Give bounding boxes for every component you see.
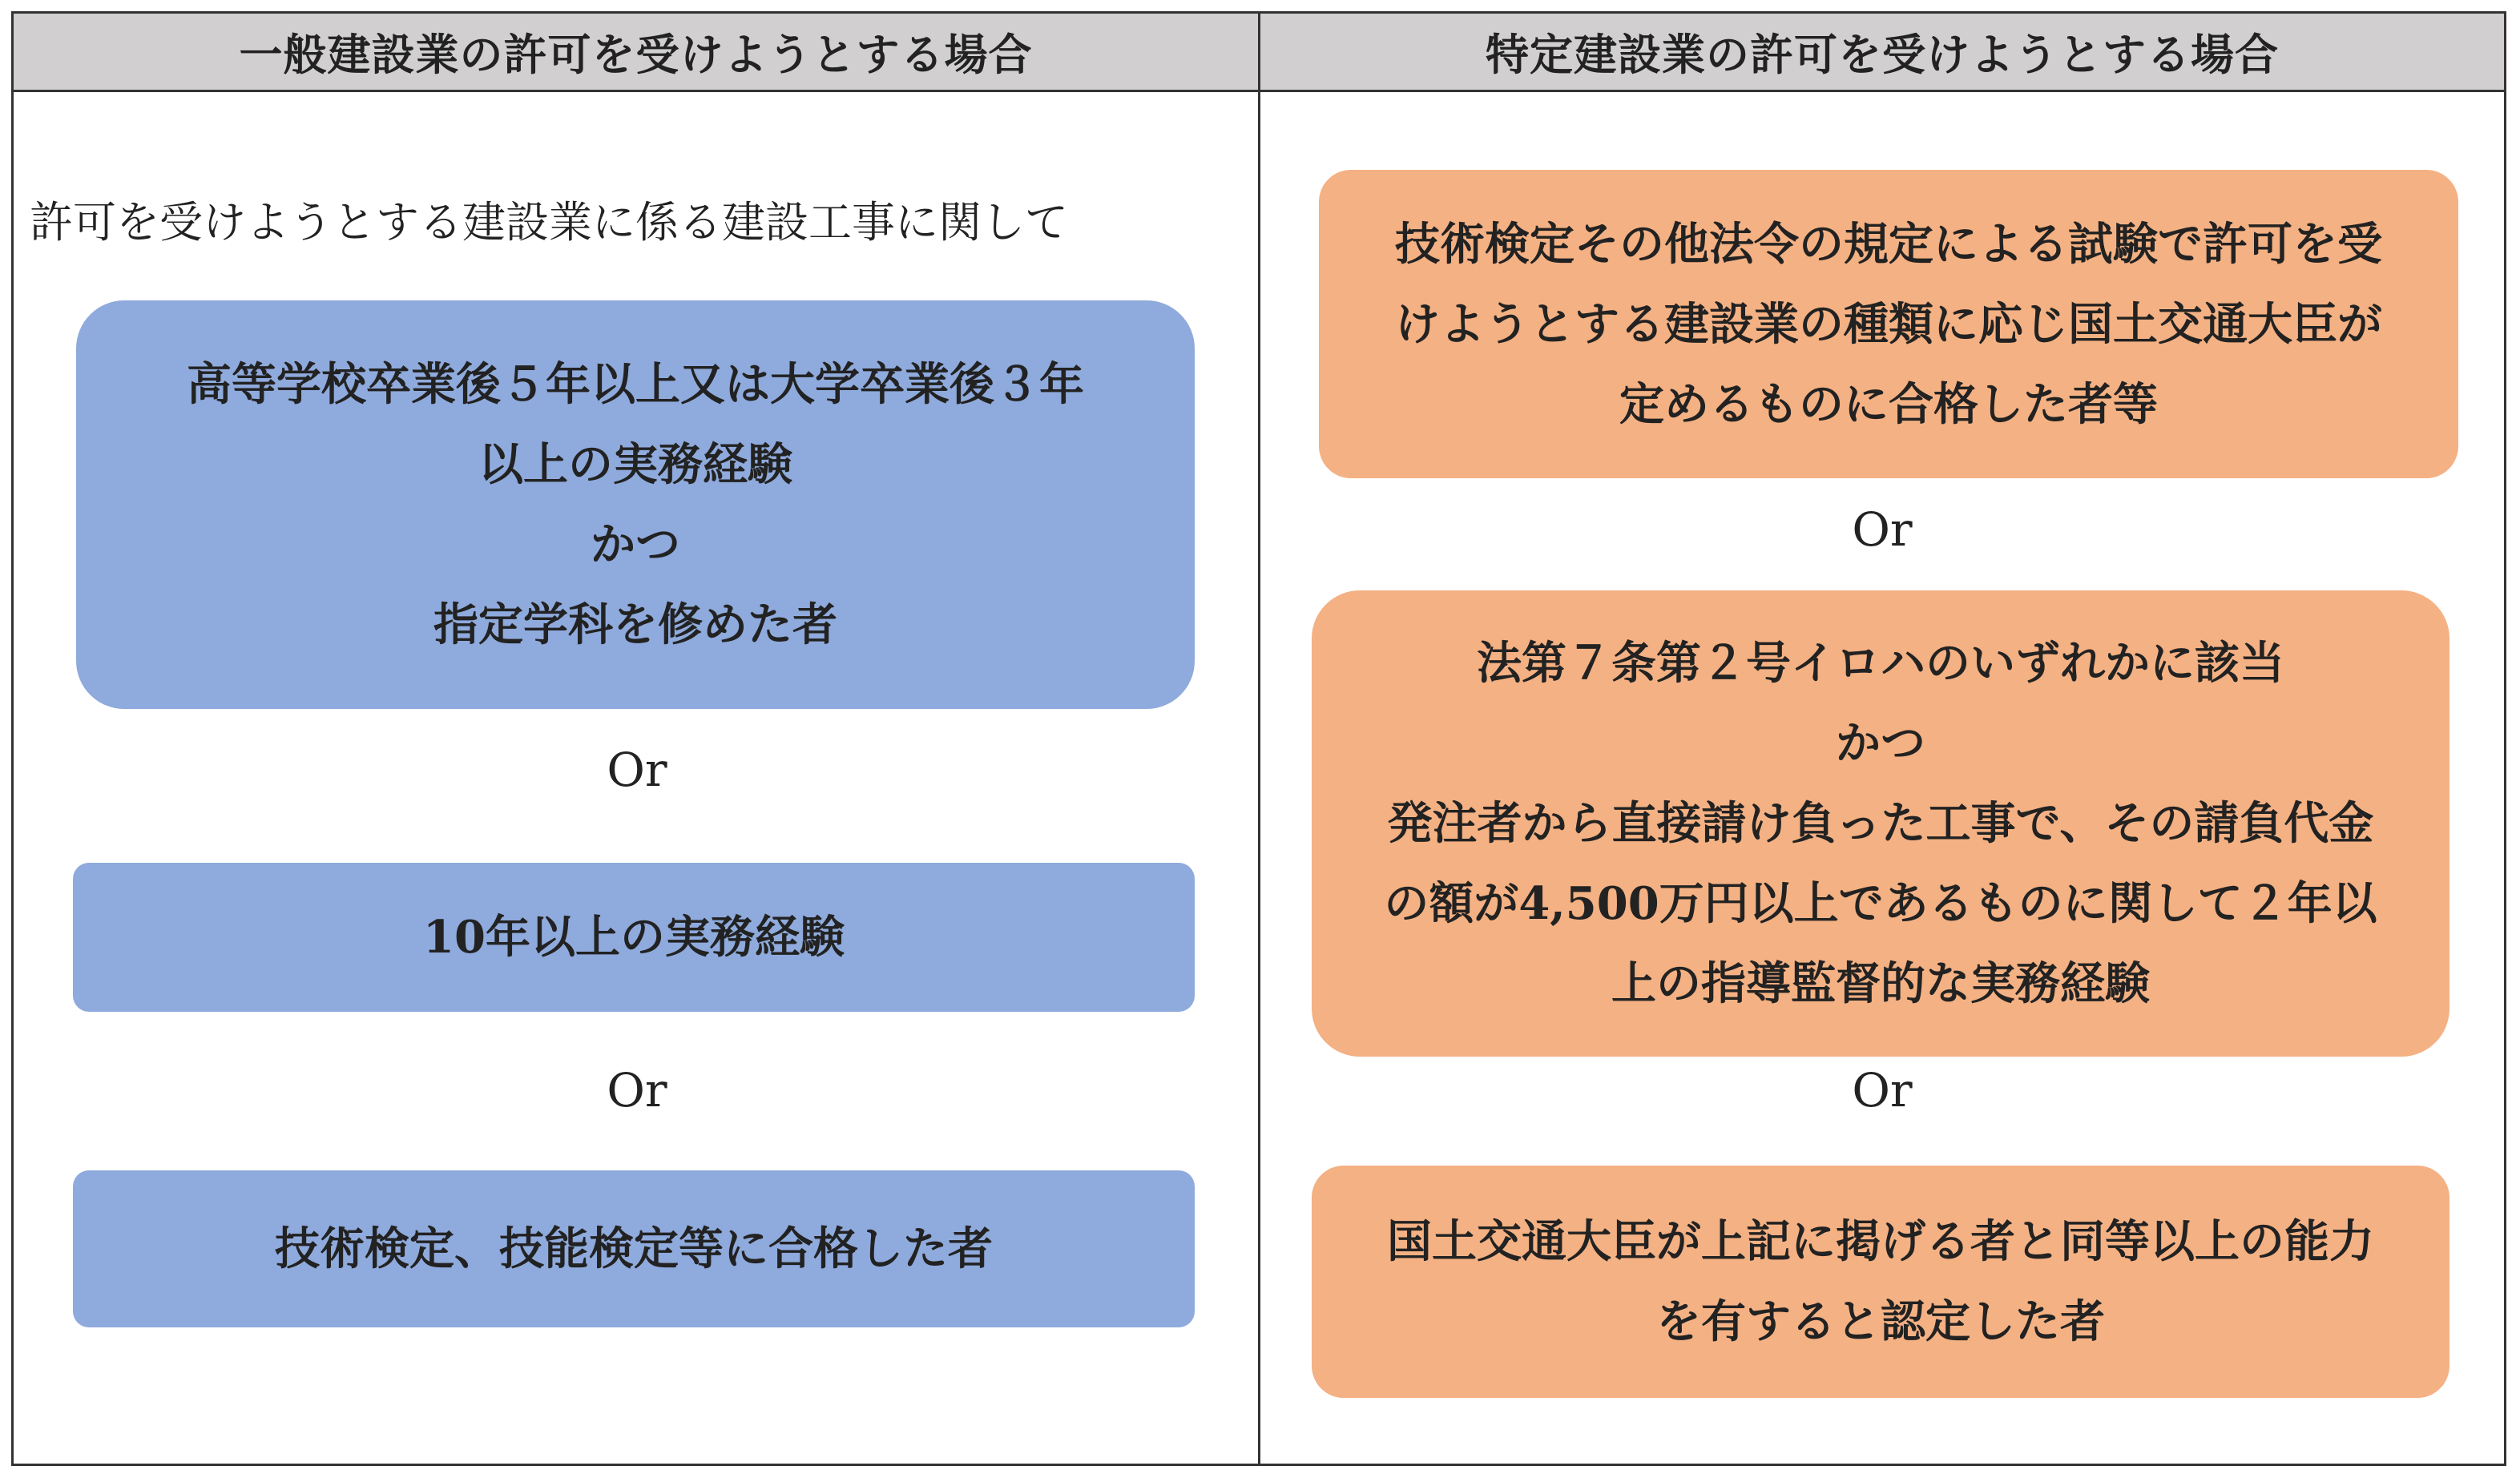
specific-box-1-line-2: けようとする建設業の種類に応じ国土交通大臣が — [1395, 297, 2382, 351]
specific-box-3-line-2: を有すると認定した者 — [1656, 1295, 2105, 1348]
specific-or-1: Or — [1852, 502, 1913, 557]
specific-box-3-line-1: 国土交通大臣が上記に掲げる者と同等以上の能力 — [1387, 1215, 2374, 1268]
specific-box-3 — [1312, 1166, 2449, 1398]
general-or-2: Or — [607, 1063, 667, 1118]
general-intro: 許可を受けようとする建設業に係る建設工事に関して — [30, 197, 1068, 248]
general-column — [14, 14, 1260, 1464]
general-box-1-line-4: 指定学科を修めた者 — [433, 598, 837, 651]
general-box-1-line-1: 高等学校卒業後５年以上又は大学卒業後３年 — [187, 358, 1084, 411]
specific-box-2-line-5: 上の指導監督的な実務経験 — [1611, 957, 2150, 1010]
general-box-1 — [76, 300, 1195, 709]
specific-box-2-line-4: の額が4,500万円以上であるものに関して２年以 — [1384, 877, 2377, 930]
specific-or-2: Or — [1852, 1063, 1913, 1118]
general-header: 一般建設業の許可を受けようとする場合 — [14, 14, 1258, 92]
general-box-1-line-3: かつ — [591, 518, 680, 571]
specific-header: 特定建設業の許可を受けようとする場合 — [1260, 14, 2504, 92]
specific-box-2 — [1312, 590, 2449, 1057]
specific-box-1-line-3: 定めるものに合格した者等 — [1619, 377, 2158, 431]
specific-box-2-line-1: 法第７条第２号イロハのいずれかに該当 — [1477, 637, 2284, 690]
general-box-2 — [73, 863, 1195, 1012]
general-box-3 — [73, 1170, 1195, 1327]
general-box-1-line-2: 以上の実務経験 — [478, 438, 792, 491]
general-box-3-line-1: 技術検定、技能検定等に合格した者 — [275, 1222, 993, 1275]
general-box-2-line-1: 10年以上の実務経験 — [423, 911, 845, 964]
diagram-frame — [11, 11, 2506, 1466]
specific-column — [1260, 14, 2504, 1464]
specific-box-1-line-1: 技術検定その他法令の規定による試験で許可を受 — [1395, 217, 2382, 271]
specific-box-2-line-3: 発注者から直接請け負った工事で、その請負代金 — [1387, 797, 2374, 850]
specific-box-2-line-2: かつ — [1836, 717, 1925, 770]
general-or-1: Or — [607, 743, 667, 797]
specific-box-1 — [1319, 170, 2458, 478]
